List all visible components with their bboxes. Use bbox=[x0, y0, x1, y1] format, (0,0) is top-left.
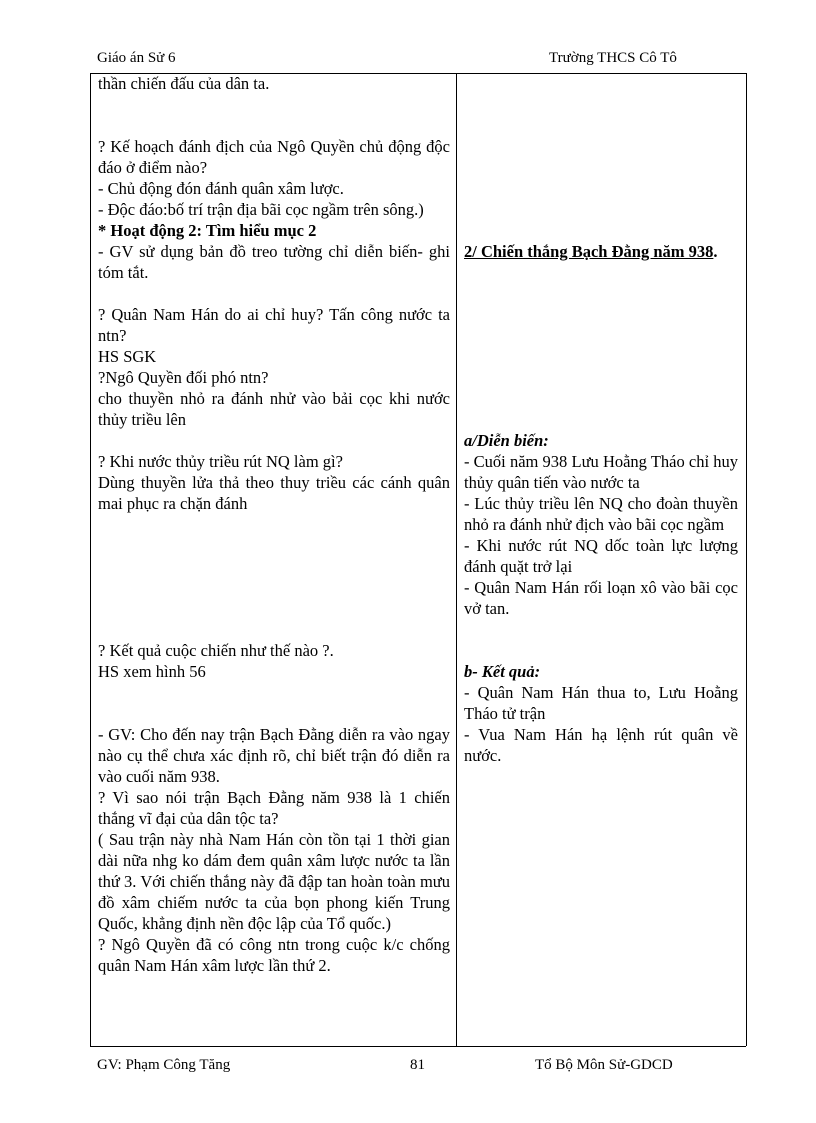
section-heading-text: 2/ Chiến thắng Bạch Đằng năm 938 bbox=[464, 242, 714, 261]
list-item: - Quân Nam Hán thua to, Lưu Hoằng Tháo tử trận bbox=[464, 683, 738, 723]
section-heading bbox=[464, 241, 738, 262]
question: ? Kế hoạch đánh địch của Ngô Quyền chủ động độc đáo ở điểm nào? bbox=[98, 137, 450, 177]
table-column-divider bbox=[456, 73, 457, 1046]
list-item: - Vua Nam Hán hạ lệnh rút quân về nước. bbox=[464, 725, 738, 765]
question: ? Ngô Quyền đã có công ntn trong cuộc k/c chống quân Nam Hán xâm lược lần thứ 2. bbox=[98, 935, 450, 975]
text-line: - GV: Cho đến nay trận Bạch Đằng diễn ra vào ngay nào cụ thể chưa xác định rõ, chỉ biết trận đó diễn ra vào cuối năm 938. bbox=[98, 725, 450, 786]
teacher-activity-column bbox=[98, 73, 450, 976]
question: ? Quân Nam Hán do ai chỉ huy? Tấn công nước ta ntn? bbox=[98, 305, 450, 345]
footer-department: Tổ Bộ Môn Sử-GDCD bbox=[535, 1057, 673, 1073]
text-line: thần chiến đấu của dân ta. bbox=[98, 74, 270, 93]
table-border-right bbox=[746, 73, 747, 1046]
answer: - Độc đáo:bố trí trận địa bãi cọc ngầm trên sông.) bbox=[98, 200, 424, 219]
text-line: HS SGK bbox=[98, 347, 157, 366]
list-item: - Cuối năm 938 Lưu Hoằng Tháo chỉ huy thủy quân tiến vào nước ta bbox=[464, 452, 738, 492]
subheading-ket-qua: b- Kết quả: bbox=[464, 662, 541, 681]
question: ?Ngô Quyền đối phó ntn? bbox=[98, 368, 269, 387]
page-number: 81 bbox=[410, 1057, 425, 1073]
question: ? Khi nước thủy triều rút NQ làm gì? bbox=[98, 452, 343, 471]
section-heading-period: . bbox=[713, 242, 718, 261]
footer-teacher: GV: Phạm Công Tăng bbox=[97, 1057, 231, 1073]
list-item: - Khi nước rút NQ dốc toàn lực lượng đánh quặt trở lại bbox=[464, 536, 738, 576]
answer: Dùng thuyền lửa thả theo thuy triều các cánh quân mai phục ra chặn đánh bbox=[98, 473, 450, 513]
text-line: HS xem hình 56 bbox=[98, 662, 206, 681]
question: ? Vì sao nói trận Bạch Đằng năm 938 là 1 chiến thắng vĩ đại của dân tộc ta? bbox=[98, 788, 450, 828]
header-subject: Giáo án Sử 6 bbox=[97, 50, 176, 66]
answer: - Chủ động đón đánh quân xâm lược. bbox=[98, 179, 344, 198]
list-item: - Lúc thủy triều lên NQ cho đoàn thuyền nhỏ ra đánh nhử địch vào bãi cọc ngầm bbox=[464, 494, 738, 534]
lesson-table bbox=[90, 73, 746, 1046]
content-column bbox=[464, 73, 738, 766]
footer-divider bbox=[90, 1046, 746, 1047]
header-school: Trường THCS Cô Tô bbox=[549, 50, 677, 66]
text-line: - GV sử dụng bản đồ treo tường chỉ diễn biến- ghi tóm tắt. bbox=[98, 242, 450, 282]
question: ? Kết quả cuộc chiến như thế nào ?. bbox=[98, 641, 334, 660]
table-border-left bbox=[90, 73, 91, 1046]
answer: cho thuyền nhỏ ra đánh nhử vào bải cọc khi nước thủy triều lên bbox=[98, 389, 450, 429]
answer: ( Sau trận này nhà Nam Hán còn tồn tại 1 thời gian dài nữa nhg ko dám đem quân xâm lược nước ta lần thứ 3. Với chiến thắng này đã đập tan hoàn toàn mưu đồ xâm chiếm nước ta của bọn phong kiến Trung Quốc, khẳng định nền độc lập của Tổ quốc.) bbox=[98, 830, 450, 933]
subheading-dien-bien: a/Diễn biến: bbox=[464, 431, 549, 450]
activity-heading: * Hoạt động 2: Tìm hiểu mục 2 bbox=[98, 221, 317, 240]
list-item: - Quân Nam Hán rối loạn xô vào bãi cọc vở tan. bbox=[464, 578, 738, 618]
